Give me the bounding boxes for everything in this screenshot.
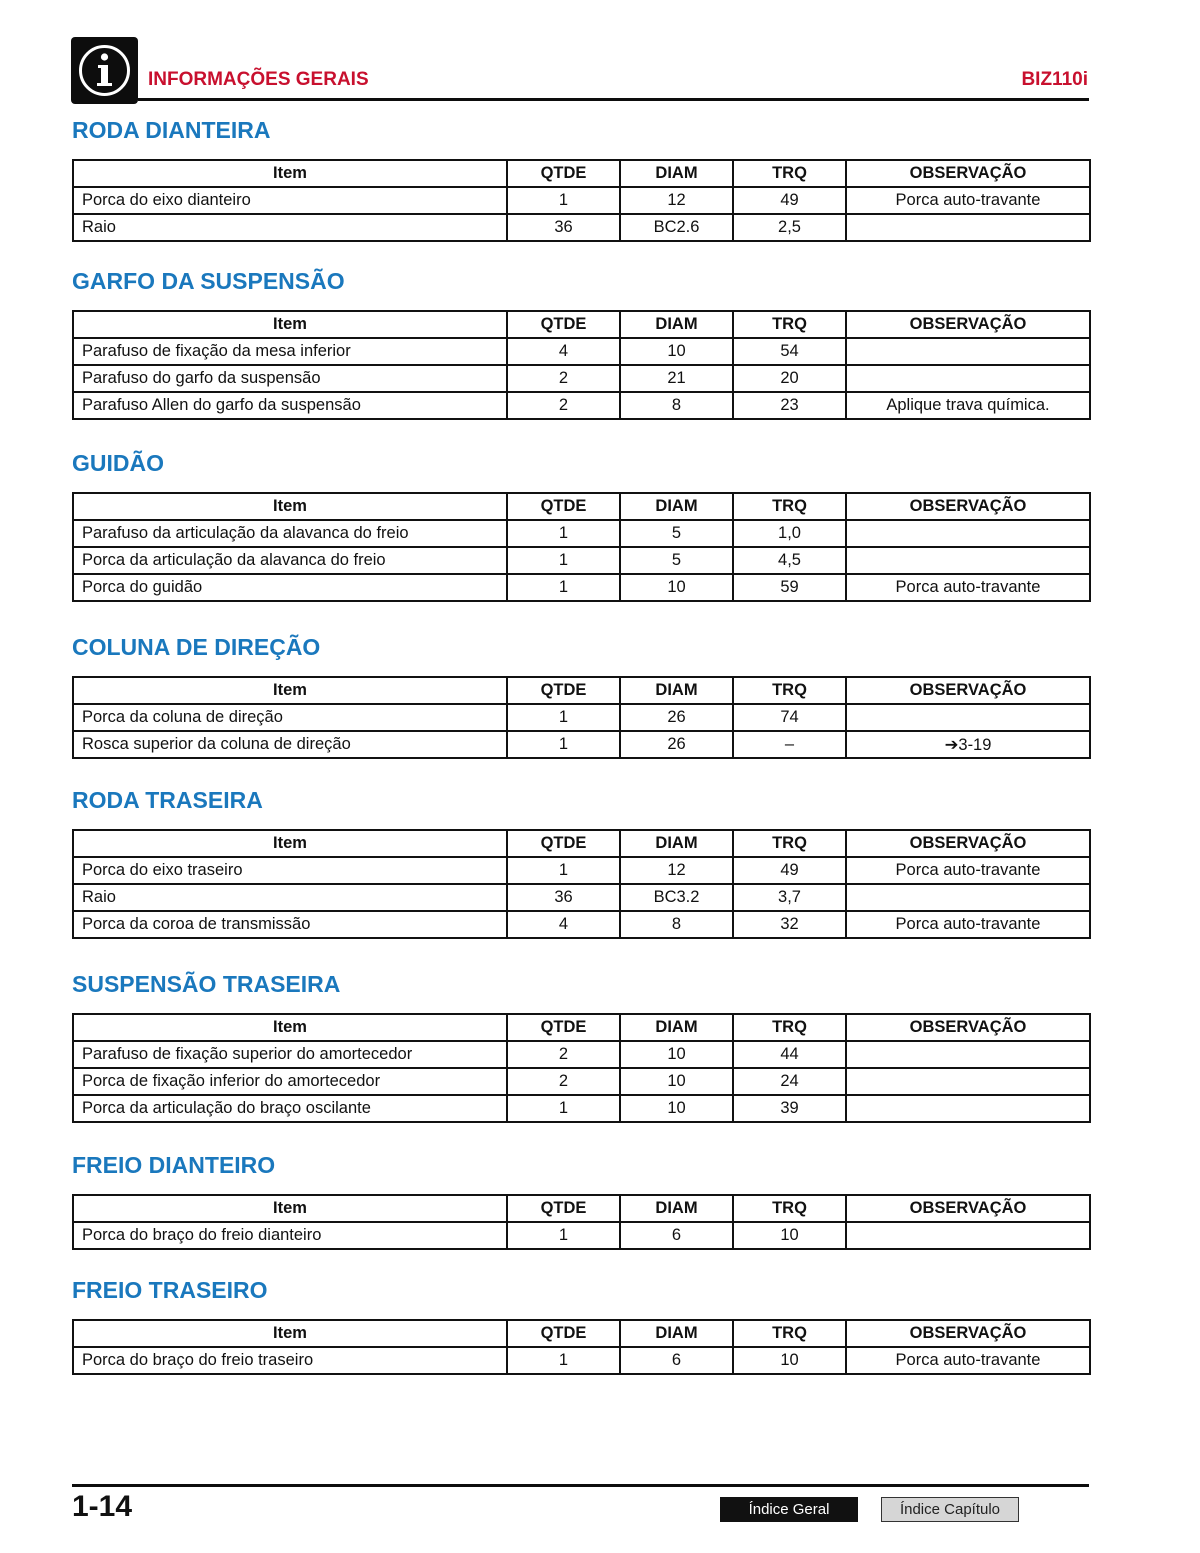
cell-obs <box>846 1095 1090 1122</box>
cell-trq: 49 <box>733 187 846 214</box>
cell-diam: 5 <box>620 520 733 547</box>
cell-qtde: 4 <box>507 338 620 365</box>
cell-diam: 26 <box>620 704 733 731</box>
table-row <box>73 911 1090 938</box>
cell-diam: BC3.2 <box>620 884 733 911</box>
table-row <box>73 1222 1090 1249</box>
table-row <box>73 338 1090 365</box>
table-row <box>73 365 1090 392</box>
table-header-row <box>73 1195 1090 1222</box>
table-row <box>73 731 1090 758</box>
cell-qtde: 2 <box>507 1041 620 1068</box>
column-header-qtde: QTDE <box>507 493 620 520</box>
column-header-obs: OBSERVAÇÃO <box>846 1195 1090 1222</box>
cell-item: Parafuso de fixação da mesa inferior <box>73 338 507 365</box>
table-header-row <box>73 677 1090 704</box>
column-header-trq: TRQ <box>733 311 846 338</box>
column-header-trq: TRQ <box>733 1320 846 1347</box>
spec-table <box>72 492 1091 602</box>
cell-obs: Porca auto-travante <box>846 1347 1090 1374</box>
cell-item: Raio <box>73 884 507 911</box>
table-row <box>73 520 1090 547</box>
column-header-qtde: QTDE <box>507 1014 620 1041</box>
spec-table <box>72 676 1091 759</box>
column-header-diam: DIAM <box>620 160 733 187</box>
table-row <box>73 1068 1090 1095</box>
spec-table <box>72 1194 1091 1250</box>
cell-item: Porca de fixação inferior do amortecedor <box>73 1068 507 1095</box>
header-rule <box>138 98 1089 101</box>
cell-obs <box>846 547 1090 574</box>
spec-section <box>72 971 1091 1123</box>
cell-item: Porca do guidão <box>73 574 507 601</box>
cell-qtde: 1 <box>507 547 620 574</box>
cell-trq: 10 <box>733 1222 846 1249</box>
cell-obs: Porca auto-travante <box>846 911 1090 938</box>
column-header-trq: TRQ <box>733 830 846 857</box>
cell-qtde: 2 <box>507 392 620 419</box>
cell-qtde: 1 <box>507 857 620 884</box>
cell-qtde: 1 <box>507 187 620 214</box>
cell-qtde: 1 <box>507 574 620 601</box>
column-header-trq: TRQ <box>733 160 846 187</box>
cell-diam: 10 <box>620 338 733 365</box>
cell-trq: 32 <box>733 911 846 938</box>
spec-section <box>72 1152 1091 1250</box>
cell-item: Raio <box>73 214 507 241</box>
spec-section <box>72 450 1091 602</box>
cell-qtde: 1 <box>507 1347 620 1374</box>
cell-item: Parafuso de fixação superior do amortecedor <box>73 1041 507 1068</box>
column-header-diam: DIAM <box>620 1320 733 1347</box>
column-header-trq: TRQ <box>733 1014 846 1041</box>
column-header-trq: TRQ <box>733 1195 846 1222</box>
table-header-row <box>73 830 1090 857</box>
column-header-obs: OBSERVAÇÃO <box>846 677 1090 704</box>
page-header-title: INFORMAÇÕES GERAIS <box>148 69 369 90</box>
cell-diam: 12 <box>620 187 733 214</box>
column-header-obs: OBSERVAÇÃO <box>846 160 1090 187</box>
cell-qtde: 1 <box>507 520 620 547</box>
cell-trq: 54 <box>733 338 846 365</box>
column-header-obs: OBSERVAÇÃO <box>846 311 1090 338</box>
page-number: 1-14 <box>72 1490 133 1523</box>
column-header-trq: TRQ <box>733 677 846 704</box>
cell-obs <box>846 1041 1090 1068</box>
cell-obs <box>846 1068 1090 1095</box>
table-header-row <box>73 493 1090 520</box>
cell-trq: 3,7 <box>733 884 846 911</box>
cell-diam: 10 <box>620 1041 733 1068</box>
column-header-item: Item <box>73 160 507 187</box>
cell-item: Rosca superior da coluna de direção <box>73 731 507 758</box>
column-header-qtde: QTDE <box>507 160 620 187</box>
info-icon <box>71 37 138 104</box>
cell-diam: 6 <box>620 1222 733 1249</box>
cell-qtde: 2 <box>507 1068 620 1095</box>
cell-diam: 10 <box>620 574 733 601</box>
section-title: FREIO DIANTEIRO <box>72 1152 276 1178</box>
column-header-diam: DIAM <box>620 1014 733 1041</box>
spec-table <box>72 310 1091 420</box>
cell-item: Porca do braço do freio traseiro <box>73 1347 507 1374</box>
cell-qtde: 1 <box>507 1222 620 1249</box>
cell-obs <box>846 1222 1090 1249</box>
spec-section <box>72 117 1091 242</box>
column-header-item: Item <box>73 1014 507 1041</box>
table-row <box>73 574 1090 601</box>
column-header-diam: DIAM <box>620 830 733 857</box>
cell-item: Porca do eixo traseiro <box>73 857 507 884</box>
cell-item: Porca da articulação do braço oscilante <box>73 1095 507 1122</box>
cell-trq: 39 <box>733 1095 846 1122</box>
table-row <box>73 1347 1090 1374</box>
column-header-qtde: QTDE <box>507 677 620 704</box>
column-header-obs: OBSERVAÇÃO <box>846 1014 1090 1041</box>
cell-item: Porca da coluna de direção <box>73 704 507 731</box>
cell-diam: BC2.6 <box>620 214 733 241</box>
column-header-qtde: QTDE <box>507 311 620 338</box>
cell-qtde: 4 <box>507 911 620 938</box>
cell-qtde: 36 <box>507 214 620 241</box>
cell-item: Parafuso da articulação da alavanca do freio <box>73 520 507 547</box>
cell-item: Parafuso do garfo da suspensão <box>73 365 507 392</box>
index-general-button[interactable]: Índice Geral <box>720 1497 858 1522</box>
column-header-trq: TRQ <box>733 493 846 520</box>
cell-diam: 8 <box>620 392 733 419</box>
section-title: RODA DIANTEIRA <box>72 117 271 143</box>
column-header-qtde: QTDE <box>507 1195 620 1222</box>
spec-table <box>72 1319 1091 1375</box>
spec-table <box>72 829 1091 939</box>
section-title: SUSPENSÃO TRASEIRA <box>72 971 341 997</box>
cell-trq: – <box>733 731 846 758</box>
cell-trq: 44 <box>733 1041 846 1068</box>
cell-item: Porca do braço do freio dianteiro <box>73 1222 507 1249</box>
cell-trq: 49 <box>733 857 846 884</box>
cell-trq: 2,5 <box>733 214 846 241</box>
table-row <box>73 187 1090 214</box>
column-header-obs: OBSERVAÇÃO <box>846 1320 1090 1347</box>
section-title: GUIDÃO <box>72 450 164 476</box>
cell-obs <box>846 520 1090 547</box>
spec-section <box>72 634 1091 759</box>
cell-diam: 10 <box>620 1068 733 1095</box>
column-header-obs: OBSERVAÇÃO <box>846 830 1090 857</box>
column-header-item: Item <box>73 830 507 857</box>
spec-section <box>72 1277 1091 1375</box>
cell-obs <box>846 884 1090 911</box>
index-chapter-button[interactable]: Índice Capítulo <box>881 1497 1019 1522</box>
spec-section <box>72 787 1091 939</box>
cell-diam: 21 <box>620 365 733 392</box>
section-title: FREIO TRASEIRO <box>72 1277 268 1303</box>
cell-obs: Porca auto-travante <box>846 187 1090 214</box>
column-header-qtde: QTDE <box>507 1320 620 1347</box>
cell-qtde: 1 <box>507 731 620 758</box>
cell-trq: 23 <box>733 392 846 419</box>
column-header-item: Item <box>73 1320 507 1347</box>
column-header-diam: DIAM <box>620 1195 733 1222</box>
cell-trq: 4,5 <box>733 547 846 574</box>
spec-section <box>72 268 1091 420</box>
cell-item: Porca da coroa de transmissão <box>73 911 507 938</box>
column-header-diam: DIAM <box>620 493 733 520</box>
cell-qtde: 2 <box>507 365 620 392</box>
cell-obs <box>846 365 1090 392</box>
table-row <box>73 547 1090 574</box>
table-row <box>73 214 1090 241</box>
column-header-item: Item <box>73 1195 507 1222</box>
cell-diam: 10 <box>620 1095 733 1122</box>
column-header-obs: OBSERVAÇÃO <box>846 493 1090 520</box>
cell-diam: 5 <box>620 547 733 574</box>
column-header-item: Item <box>73 677 507 704</box>
cell-diam: 26 <box>620 731 733 758</box>
table-header-row <box>73 1014 1090 1041</box>
table-header-row <box>73 160 1090 187</box>
column-header-diam: DIAM <box>620 311 733 338</box>
table-row <box>73 392 1090 419</box>
cell-qtde: 1 <box>507 704 620 731</box>
cell-obs: Porca auto-travante <box>846 574 1090 601</box>
column-header-qtde: QTDE <box>507 830 620 857</box>
cell-obs: Porca auto-travante <box>846 857 1090 884</box>
table-header-row <box>73 311 1090 338</box>
cell-item: Porca da articulação da alavanca do freio <box>73 547 507 574</box>
table-row <box>73 884 1090 911</box>
table-row <box>73 704 1090 731</box>
table-header-row <box>73 1320 1090 1347</box>
column-header-diam: DIAM <box>620 677 733 704</box>
cell-obs <box>846 338 1090 365</box>
footer-rule <box>72 1484 1089 1487</box>
cell-diam: 8 <box>620 911 733 938</box>
column-header-item: Item <box>73 493 507 520</box>
section-title: GARFO DA SUSPENSÃO <box>72 268 345 294</box>
spec-table <box>72 159 1091 242</box>
table-row <box>73 1095 1090 1122</box>
cell-obs <box>846 214 1090 241</box>
page-header-model: BIZ110i <box>1021 69 1088 90</box>
column-header-item: Item <box>73 311 507 338</box>
cell-qtde: 1 <box>507 1095 620 1122</box>
cell-qtde: 36 <box>507 884 620 911</box>
cell-obs: ➔3-19 <box>846 731 1090 758</box>
table-row <box>73 1041 1090 1068</box>
cell-trq: 74 <box>733 704 846 731</box>
cell-trq: 24 <box>733 1068 846 1095</box>
cell-trq: 20 <box>733 365 846 392</box>
spec-table <box>72 1013 1091 1123</box>
cell-obs: Aplique trava química. <box>846 392 1090 419</box>
cell-diam: 12 <box>620 857 733 884</box>
cell-item: Parafuso Allen do garfo da suspensão <box>73 392 507 419</box>
cell-obs <box>846 704 1090 731</box>
cell-item: Porca do eixo dianteiro <box>73 187 507 214</box>
cell-trq: 10 <box>733 1347 846 1374</box>
section-title: COLUNA DE DIREÇÃO <box>72 634 321 660</box>
section-title: RODA TRASEIRA <box>72 787 263 813</box>
cell-diam: 6 <box>620 1347 733 1374</box>
cell-trq: 59 <box>733 574 846 601</box>
cell-trq: 1,0 <box>733 520 846 547</box>
table-row <box>73 857 1090 884</box>
